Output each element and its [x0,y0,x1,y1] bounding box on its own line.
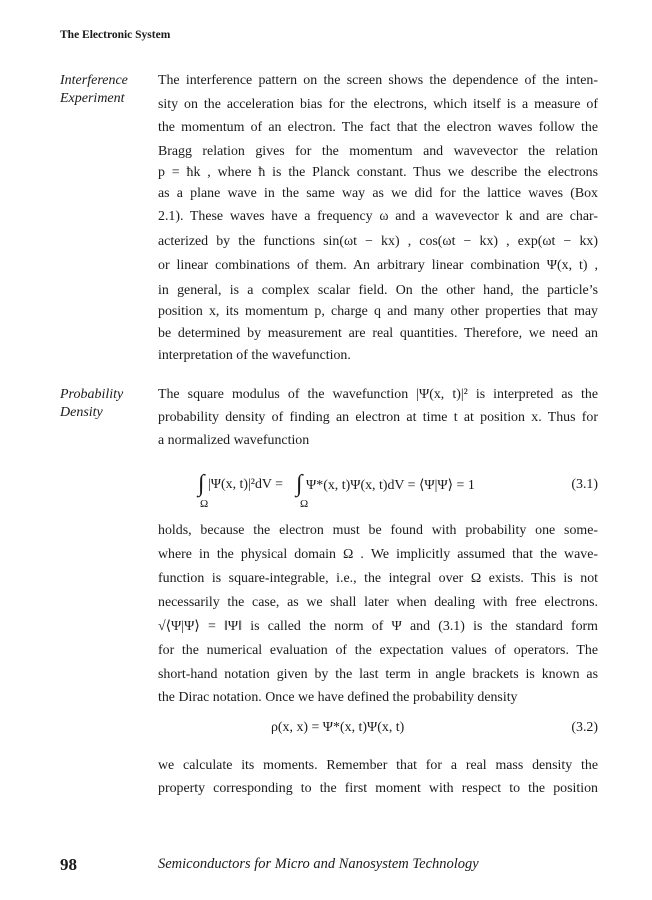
text-line: The square modulus of the wavefunction |Ψ(x, t)|² is interpreted as the [158,387,598,402]
integral-sign-icon: ∫ [198,471,205,497]
text-line: Bragg relation gives for the momentum and wavevector the relation [158,144,598,159]
text-line: the momentum of an electron. The fact that the electron waves follow the [158,120,598,135]
running-footer-title: Semiconductors for Micro and Nanosystem Technology [158,856,479,872]
equation-number: (3.1) [571,477,598,492]
text-line: in general, is a complex scalar field. On the other hand, the particle’s [158,283,598,298]
text-line: p = ħk , where ħ is the Planck constant. Thus we describe the electrons [158,165,598,180]
running-header: The Electronic System [60,29,171,41]
text-line: position x, its momentum p, charge q and many other properties that may [158,304,598,319]
integral-sign-icon: ∫ [296,471,303,497]
text-line: short-hand notation given by the last term in angle brackets is known as [158,667,598,682]
integral-domain-label: Ω [300,498,309,510]
text-line: function is square-integrable, i.e., the integral over Ω exists. This is not [158,571,598,586]
text-line: a normalized wavefunction [158,433,310,448]
equation-rhs: Ψ*(x, t)Ψ(x, t)dV = ⟨Ψ|Ψ⟩ = 1 [306,478,475,493]
text-line: we calculate its moments. Remember that for a real mass density the [158,758,598,773]
text-line: for the numerical evaluation of the expectation values of operators. The [158,643,598,658]
text-line: as a plane wave in the same way as we did for the lattice waves (Box [158,186,598,201]
sidenote-line: Density [60,405,103,420]
integral-domain-label: Ω [200,498,209,510]
sidenote-interference-experiment [60,72,128,108]
equation-number: (3.2) [571,720,598,735]
page-number: 98 [60,855,77,874]
text-line: The interference pattern on the screen shows the dependence of the inten- [158,73,598,88]
equation-body: ρ(x, x) = Ψ*(x, t)Ψ(x, t) [271,720,405,735]
text-line: be determined by measurement are real quantities. Therefore, we need an [158,326,598,341]
text-line: interpretation of the wavefunction. [158,348,351,363]
text-line: or linear combinations of them. An arbitrary linear combination Ψ(x, t) , [158,258,598,273]
sidenote-probability-density [60,386,123,422]
text-line: acterized by the functions sin(ωt − kx) , cos(ωt − kx) , exp(ωt − kx) [158,234,598,249]
text-line: sity on the acceleration bias for the electrons, which itself is a measure of [158,97,598,112]
sidenote-line: Interference [60,73,128,88]
text-line: where in the physical domain Ω . We implicitly assumed that the wave- [158,547,598,562]
text-line: property corresponding to the first moment with respect to the position [158,781,598,796]
sidenote-line: Experiment [60,91,125,106]
text-line: 2.1). These waves have a frequency ω and a wavevector k and are char- [158,209,598,224]
text-line: probability density of finding an electron at time t at position x. Thus for [158,410,598,425]
equation-lhs: |Ψ(x, t)|²dV = [208,477,284,492]
sidenote-line: Probability [60,387,124,402]
text-line: √⟨Ψ|Ψ⟩ = ‖Ψ‖ is called the norm of Ψ and (3.1) is the standard form [158,619,598,634]
text-line: the Dirac notation. Once we have defined the probability density [158,690,518,705]
text-line: necessarily the case, as we shall later when dealing with free electrons. [158,595,598,610]
text-line: holds, because the electron must be found with probability one some- [158,523,598,538]
